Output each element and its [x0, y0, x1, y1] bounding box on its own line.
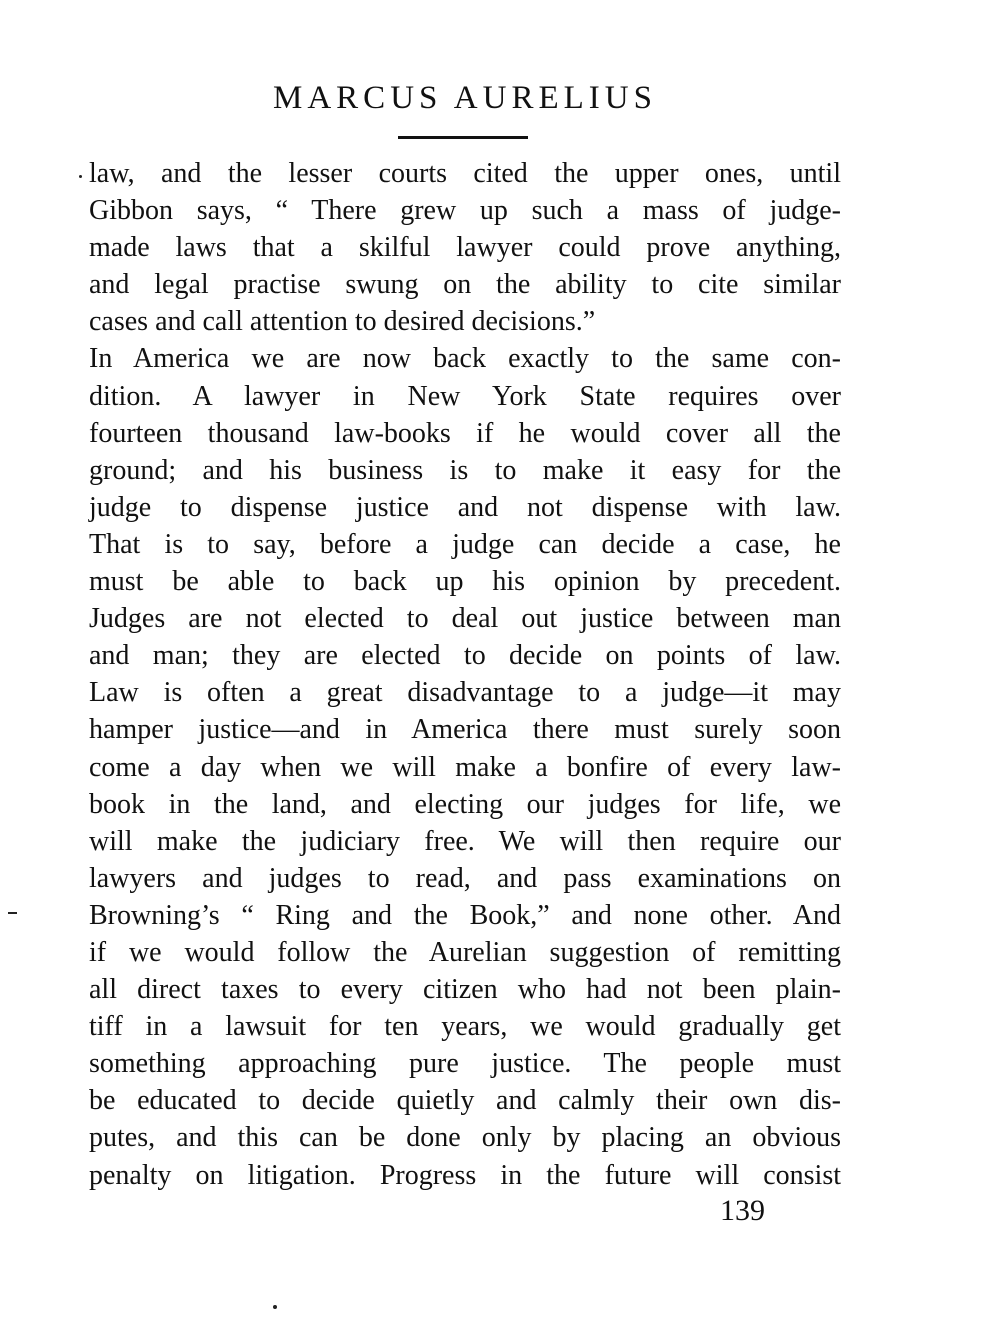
print-speck [79, 175, 82, 178]
text-line: come a day when we will make a bonfire of every law- [89, 751, 841, 783]
text-line: all direct taxes to every citizen who had not been plain- [89, 974, 841, 1006]
text-line: That is to say, before a judge can decide a case, he [89, 528, 841, 560]
text-line: will make the judiciary free. We will then require our [89, 825, 841, 857]
text-line: made laws that a skilful lawyer could prove anything, [89, 232, 841, 264]
text-line: judge to dispense justice and not dispense with law. [89, 491, 841, 523]
text-line: dition. A lawyer in New York State requires over [89, 380, 841, 412]
text-line: ground; and his business is to make it easy for the [89, 454, 841, 486]
margin-dash-mark [8, 912, 17, 914]
text-line: and legal practise swung on the ability to cite similar [89, 269, 841, 301]
text-line: fourteen thousand law-books if he would cover all the [89, 417, 841, 449]
text-line: be educated to decide quietly and calmly their own dis- [89, 1085, 841, 1117]
text-line: cases and call attention to desired decisions.” [89, 306, 596, 338]
text-line: Browning’s “ Ring and the Book,” and none other. And [89, 899, 841, 931]
body-text [89, 155, 841, 1194]
text-line: law, and the lesser courts cited the upper ones, until [89, 158, 841, 189]
text-line: something approaching pure justice. The people must [89, 1048, 841, 1080]
text-line: penalty on litigation. Progress in the future will consist [89, 1159, 841, 1191]
text-line: lawyers and judges to read, and pass examinations on [89, 862, 841, 894]
running-head: MARCUS AURELIUS [273, 80, 657, 116]
text-line: must be able to back up his opinion by precedent. [89, 566, 841, 598]
text-line: book in the land, and electing our judges for life, we [89, 788, 841, 820]
print-speck [273, 1305, 277, 1309]
text-line: Judges are not elected to deal out justice between man [89, 603, 841, 635]
page-number: 139 [720, 1194, 765, 1227]
text-line: tiff in a lawsuit for ten years, we would gradually get [89, 1011, 841, 1043]
head-rule [398, 136, 528, 139]
text-line: putes, and this can be done only by placing an obvious [89, 1122, 841, 1154]
text-line: if we would follow the Aurelian suggestion of remitting [89, 936, 841, 968]
text-line: and man; they are elected to decide on points of law. [89, 640, 841, 672]
text-line: In America we are now back exactly to the same con- [89, 343, 841, 375]
text-line: hamper justice—and in America there must surely soon [89, 714, 841, 746]
text-line: Gibbon says, “ There grew up such a mass of judge- [89, 195, 841, 227]
text-line: Law is often a great disadvantage to a judge—it may [89, 677, 841, 709]
